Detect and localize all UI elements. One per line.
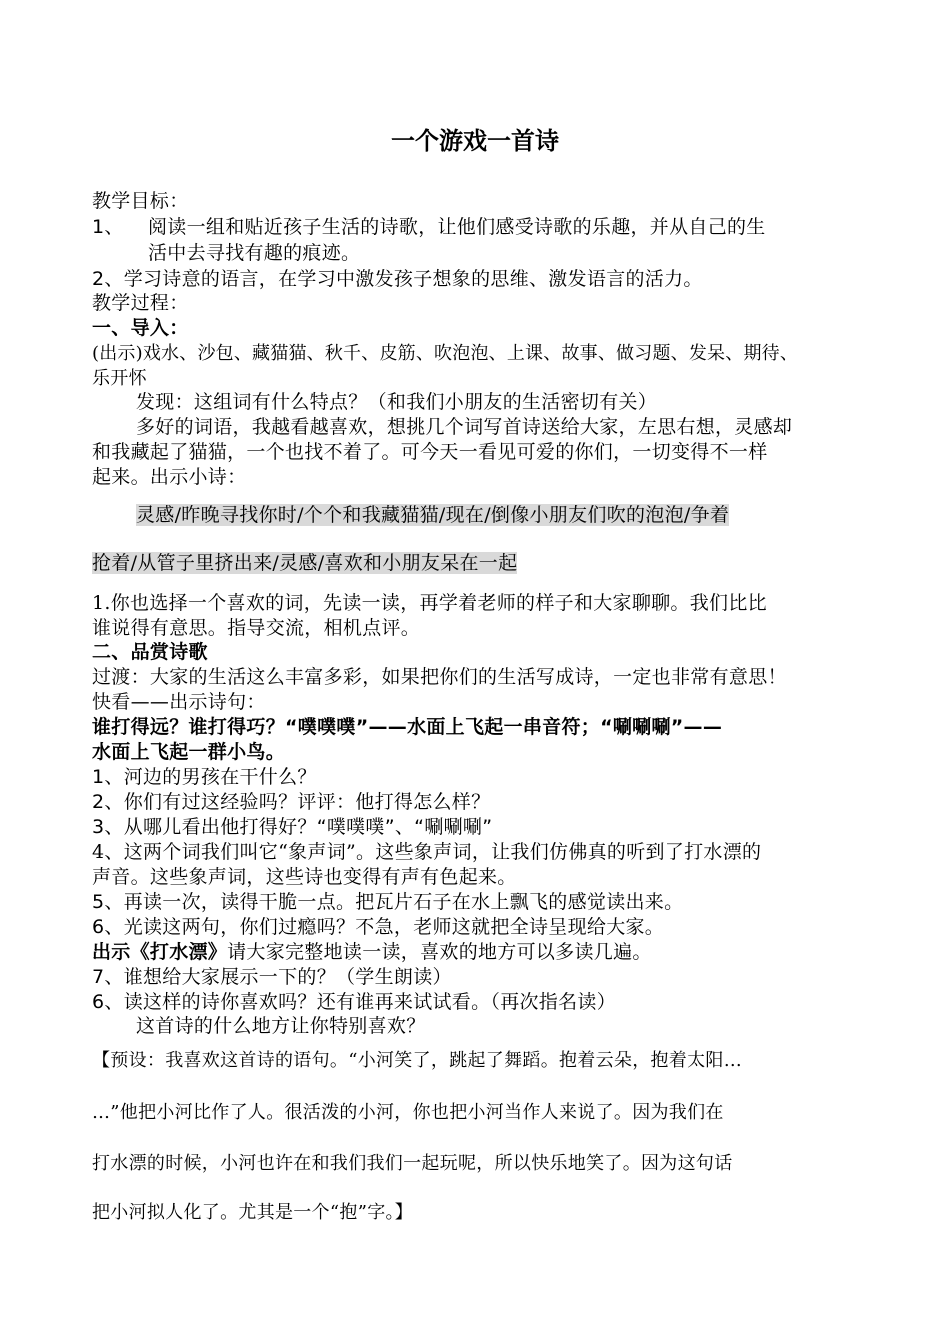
task-1-line-2: 谁说得有意思。指导交流，相机点评。 [92, 617, 421, 639]
question-4-line-2: 声音。这些象声词，这些诗也变得有声有色起来。 [92, 866, 517, 888]
poem-line-2-highlight: 抢着/从管子里挤出来/灵感/喜欢和小朋友呆在一起 [92, 552, 518, 574]
words-line-1: (出示)戏水、沙包、藏猫猫、秋千、皮筋、吹泡泡、上课、故事、做习题、发呆、期待、 [92, 343, 799, 364]
preset-line-4: 把小河拟人化了。尤其是一个“抱”字。】 [92, 1202, 414, 1223]
goal-1-line-1: 阅读一组和贴近孩子生活的诗歌，让他们感受诗歌的乐趣，并从自己的生 [148, 216, 766, 238]
goal-2: 2、学习诗意的语言，在学习中激发孩子想象的思维、激发语言的活力。 [92, 268, 703, 290]
transition-line-1: 过渡：大家的生活这么丰富多彩，如果把你们的生活写成诗，一定也非常有意思！ [92, 666, 787, 688]
question-3: 3、从哪儿看出他打得好？“噗噗噗”、“唰唰唰” [92, 816, 493, 838]
question-2: 2、你们有过这经验吗？评评：他打得怎么样？ [92, 791, 491, 813]
poem-line-2 [92, 552, 517, 574]
question-4-line-1: 4、这两个词我们叫它“象声词”。这些象声词，让我们仿佛真的听到了打水漂的 [92, 841, 762, 863]
poem-line-1-highlight: 灵感/昨晚寻找你时/个个和我藏猫猫/现在/倒像小朋友们吹的泡泡/争着 [136, 504, 730, 526]
question-6: 6、光读这两句，你们过瘾吗？不急，老师这就把全诗呈现给大家。 [92, 916, 665, 938]
question-5: 5、再读一次，读得干脆一点。把瓦片石子在水上飘飞的感觉读出来。 [92, 891, 684, 913]
section-1-heading: 一、导入： [92, 317, 189, 339]
poem-line-1 [136, 504, 729, 526]
goal-1-number: 1、 [92, 216, 124, 238]
preset-line-3: 打水漂的时候，小河也许在和我们我们一起玩呢，所以快乐地笑了。因为这句话 [92, 1153, 733, 1174]
process-heading: 教学过程： [92, 292, 189, 314]
discover-text: 发现：这组词有什么特点？（和我们小朋友的生活密切有关） [136, 391, 658, 413]
section-2-heading: 二、品赏诗歌 [92, 641, 208, 663]
words-line-2: 乐开怀 [92, 368, 147, 389]
preset-line-1: 【预设：我喜欢这首诗的语句。“小河笑了，跳起了舞蹈。抱着云朵，抱着太阳… [92, 1050, 742, 1071]
transition-line-2: 快看——出示诗句： [92, 691, 266, 713]
intro-line-3: 起来。出示小诗： [92, 466, 247, 488]
goal-1-line-2: 活中去寻找有趣的痕迹。 [148, 242, 361, 264]
question-1: 1、河边的男孩在干什么？ [92, 766, 317, 788]
goal-heading: 教学目标： [92, 190, 189, 212]
page-title: 一个游戏一首诗 [391, 127, 559, 155]
preset-line-2: …”他把小河比作了人。很活泼的小河，你也把小河当作人来说了。因为我们在 [92, 1102, 724, 1123]
show-poem-bold: 出示《打水漂》 [92, 941, 228, 963]
question-9: 这首诗的什么地方让你特别喜欢？ [136, 1015, 426, 1037]
verse-line-2: 水面上飞起一群小鸟。 [92, 741, 286, 763]
show-poem-rest: 请大家完整地读一读，喜欢的地方可以多读几遍。 [227, 941, 652, 963]
verse-line-1: 谁打得远？谁打得巧？“噗噗噗”——水面上飞起一串音符；“唰唰唰”—— [92, 716, 723, 738]
show-poem-line [92, 941, 652, 963]
intro-line-1: 多好的词语，我越看越喜欢，想挑几个词写首诗送给大家，左思右想，灵感却 [136, 416, 793, 438]
task-1-line-1: 1.你也选择一个喜欢的词，先读一读，再学着老师的样子和大家聊聊。我们比比 [92, 592, 767, 614]
question-8: 6、读这样的诗你喜欢吗？还有谁再来试试看。（再次指名读） [92, 991, 616, 1013]
intro-line-2: 和我藏起了猫猫，一个也找不着了。可今天一看见可爱的你们，一切变得不一样 [92, 441, 768, 463]
question-7: 7、谁想给大家展示一下的？（学生朗读） [92, 966, 452, 988]
